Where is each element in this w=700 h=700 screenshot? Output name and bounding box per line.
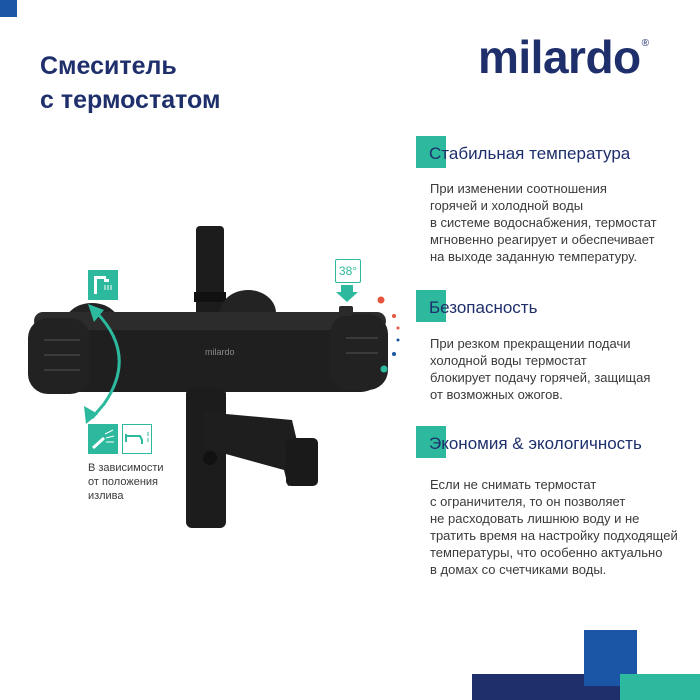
cold-dot-2 [392,352,396,356]
feature-line: Если не снимать термостат [430,477,597,492]
cold-dot-1 [397,339,400,342]
title-line-1: Смеситель [40,52,177,80]
brand-name: milardo [478,31,641,83]
feature-line: с ограничителя, то он позволяет [430,494,626,509]
hand-shower-icon [88,270,118,300]
decor-teal-block [620,674,700,700]
feature-heading: Экономия & экологичность [429,434,642,453]
feature-line: на выходе заданную температуру. [430,249,637,264]
feature-line: При резком прекращении подачи [430,336,631,351]
temperature-badge: 38° [335,259,361,283]
down-arrow-icon [336,285,358,302]
rail-joint [194,292,226,302]
safety-button [339,306,353,316]
feature-text [430,180,657,265]
feature-line: температуры, что особенно актуально [430,545,663,560]
title-line-2: с термостатом [40,86,221,114]
spout-caption [88,461,164,503]
caption-line-2: от положения [88,476,158,488]
feature-line: При изменении соотношения [430,181,607,196]
bath-spout-icon [122,424,152,454]
feature-text [430,335,650,403]
feature-line: горячей и холодной воды [430,198,584,213]
feature-line: от возможных ожогов. [430,387,563,402]
caption-line-3: излива [88,490,124,502]
shower-spray-icon [88,424,118,454]
feature-line: не расходовать лишнюю воду и не [430,511,640,526]
feature-line: блокирует подачу горячей, защищая [430,370,651,385]
feature-line: мгновенно реагирует и обеспечивает [430,232,655,247]
feature-line: тратить время на настройку подходящей [430,528,678,543]
caption-line-1: В зависимости [88,462,164,474]
pipe-joint [203,451,217,465]
feature-line: холодной воды термостат [430,353,587,368]
arrow-head-bottom [84,406,98,424]
spout-tip [286,438,318,486]
feature-text [430,476,678,578]
body-brand-label: milardo [205,347,235,357]
hot-dot-3 [397,327,400,330]
feature-line: в системе водоснабжения, термостат [430,215,657,230]
feature-heading: Стабильная температура [429,144,631,163]
hot-dot-2 [392,314,396,318]
hot-dot-1 [378,297,385,304]
cold-dot-3 [381,366,388,373]
registered-mark: ® [641,38,649,49]
feature-heading: Безопасность [429,298,538,317]
feature-line: в домах со счетчиками воды. [430,562,607,577]
